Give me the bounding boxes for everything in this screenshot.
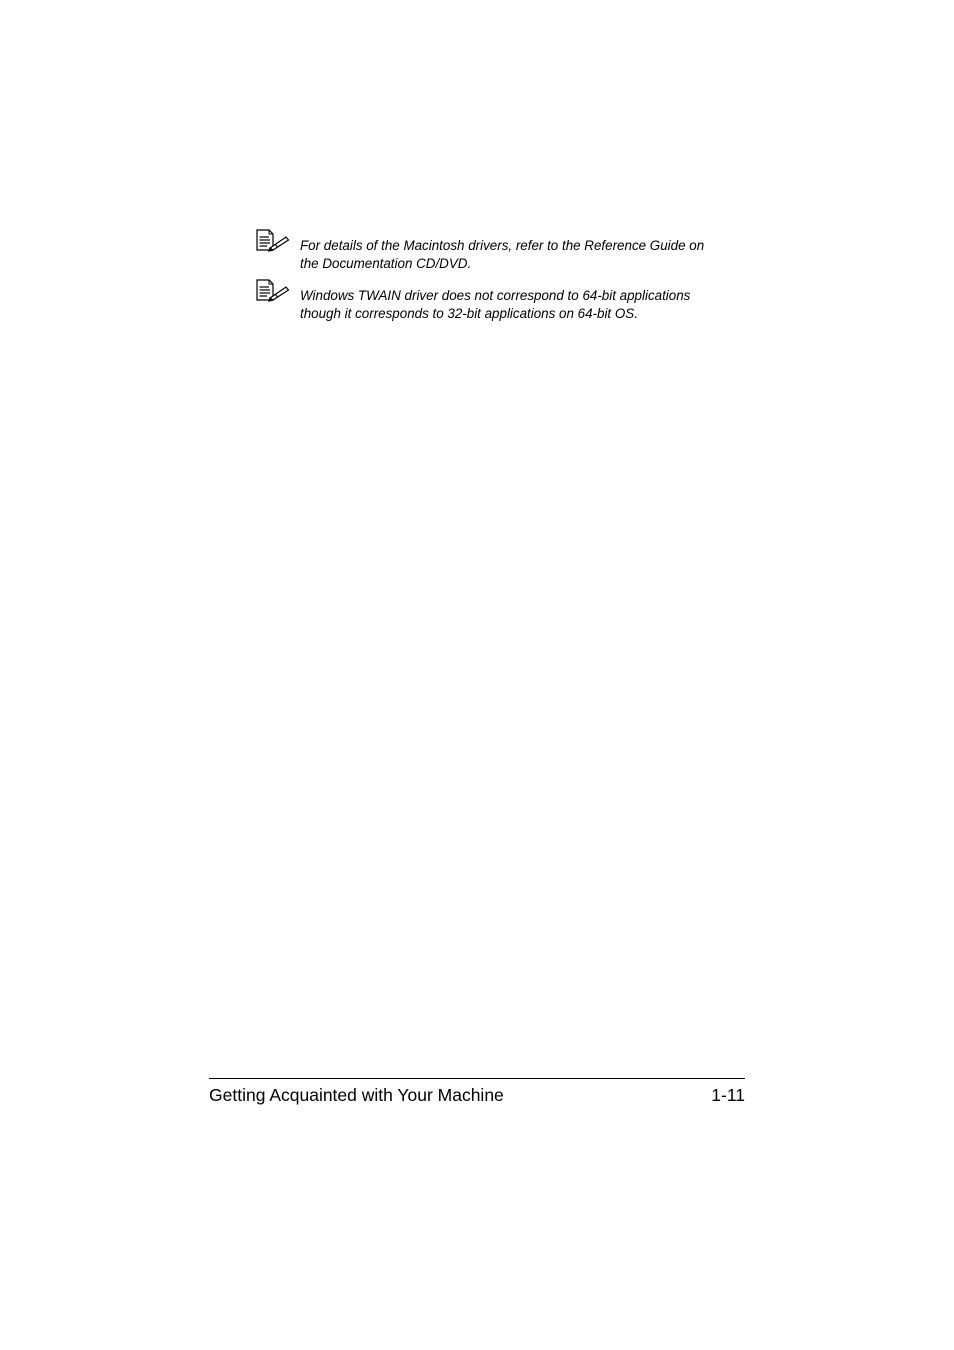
note-text — [300, 237, 750, 273]
note-text-line: the Documentation CD/DVD. — [300, 256, 472, 271]
page-number: 1-11 — [711, 1085, 745, 1105]
footer-divider — [209, 1078, 745, 1079]
note-text — [300, 287, 750, 323]
note-pencil-icon — [255, 229, 291, 253]
footer-title: Getting Acquainted with Your Machine — [209, 1085, 504, 1105]
note-text-line: Windows TWAIN driver does not correspond to 64-bit applications — [300, 288, 691, 303]
note-text-line: For details of the Macintosh drivers, refer to the Reference Guide on — [300, 238, 705, 253]
note-text-line: though it corresponds to 32-bit applications on 64-bit OS. — [300, 306, 638, 321]
note-pencil-icon — [255, 279, 291, 303]
